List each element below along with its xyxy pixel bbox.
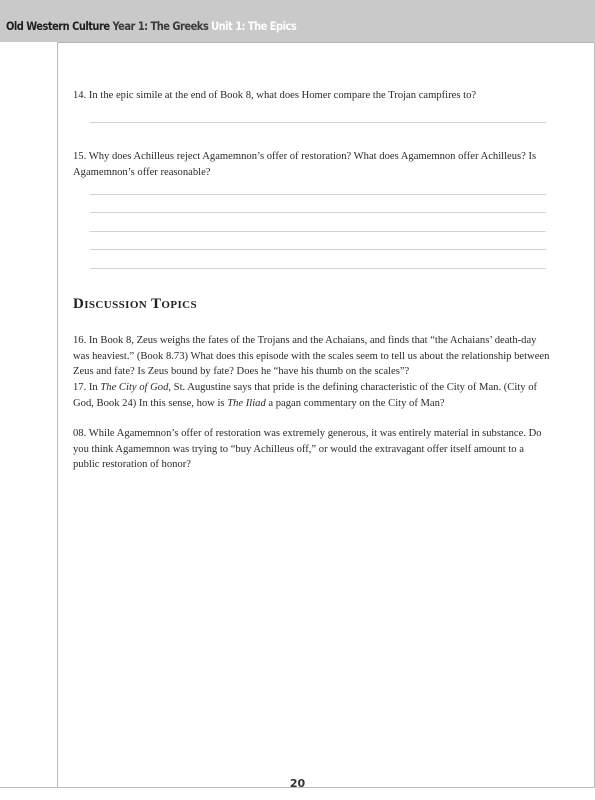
header-title — [6, 19, 296, 33]
page-header — [0, 0, 595, 42]
header-series: Old Western Culture — [6, 19, 110, 33]
question-text: In the epic simile at the end of Book 8, what does Homer compare the Trojan campfires to? — [88, 90, 477, 101]
question-number: 14. — [73, 90, 87, 101]
answer-line[interactable] — [90, 268, 546, 269]
book-title: The City of God — [100, 382, 169, 393]
answer-line[interactable] — [90, 194, 546, 195]
topic-text: While Agamemnon’s offer of restoration was extremely generous, it was entirely material in substance. Do you think Agamemnon was trying to “buy Achilleus off,” or would the extravagant offer itself amount to a public restoration of honor? — [73, 428, 542, 470]
answer-line[interactable] — [90, 212, 546, 213]
question-number: 15. — [73, 151, 87, 162]
answer-line[interactable] — [90, 231, 546, 232]
question-14 — [73, 88, 553, 104]
topic-text-end: a pagan commentary on the City of Man? — [265, 397, 445, 409]
topic-number: 16. — [73, 335, 87, 346]
answer-line[interactable] — [90, 122, 546, 123]
discussion-topic-16 — [73, 333, 553, 380]
frame-top-rule — [58, 42, 595, 43]
poem-title: The Iliad — [227, 397, 266, 409]
discussion-topic-08 — [73, 426, 553, 473]
topic-text-middle: , St. Augustine says that pride is the defining characteristic of the City of Man. (City of God, Book 24) In this sense, how is — [73, 382, 538, 409]
topic-number: 08. — [73, 428, 87, 439]
discussion-topic-17 — [73, 380, 553, 411]
header-year: Year 1: The Greeks — [112, 19, 209, 33]
topic-number: 17. — [73, 382, 87, 393]
answer-line[interactable] — [90, 249, 546, 250]
question-15 — [73, 149, 553, 180]
page-number: 20 — [289, 777, 306, 790]
topic-text — [73, 382, 537, 409]
topic-text: In Book 8, Zeus weighs the fates of the Trojans and the Achaians, and finds that “the Achaians’ death-day was heaviest.” (Book 8.73) What does this episode with the scales seem to tell us about the relationship between Zeus and fate? Is Zeus bound by fate? Does he “have his thumb on the scales”? — [73, 335, 550, 377]
topic-text-start: In — [88, 382, 101, 393]
frame-left-rule — [57, 42, 58, 787]
question-text: Why does Achilleus reject Agamemnon’s offer of restoration? What does Agamemnon offer Achilleus? Is Agamemnon’s offer reasonable? — [73, 151, 537, 178]
header-unit: Unit 1: The Epics — [211, 19, 297, 33]
section-title: Discussion Topics — [73, 296, 198, 312]
